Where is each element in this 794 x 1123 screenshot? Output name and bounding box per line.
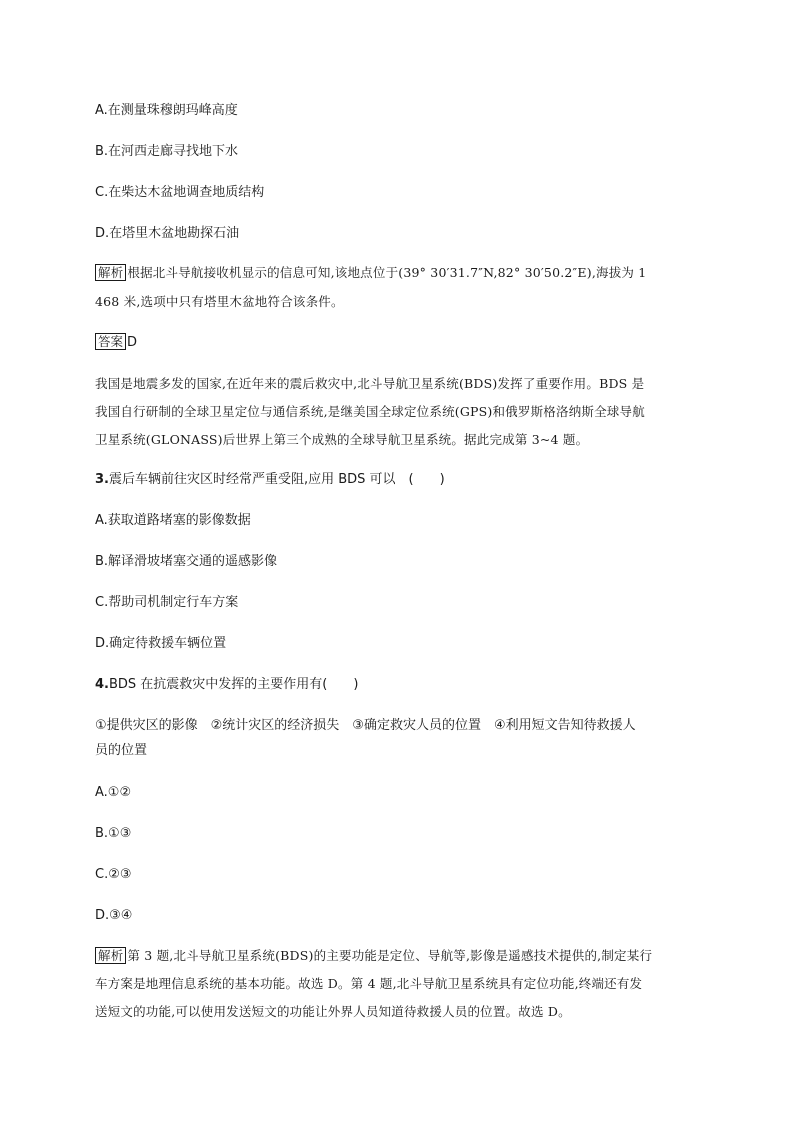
option-a: A.在测量珠穆朗玛峰高度: [95, 103, 238, 118]
answer-tag: 答案: [95, 333, 126, 350]
q3-option-a: A.获取道路堵塞的影像数据: [95, 513, 251, 528]
analysis-2-cont-1: 车方案是地理信息系统的基本功能。故选 D。第 4 题,北斗导航卫星系统具有定位功能,终端还有发: [95, 976, 643, 991]
option-c: C.在柴达木盆地调查地质结构: [95, 185, 265, 200]
question-3: [95, 472, 445, 488]
question-stem: BDS 在抗震救灾中发挥的主要作用有( ): [108, 677, 359, 692]
q4-option-d: D.③④: [95, 908, 133, 923]
q3-option-d: D.确定待救援车辆位置: [95, 636, 227, 651]
question-number: 3.: [95, 472, 109, 487]
analysis-tag: 解析: [95, 264, 126, 281]
analysis-text-line: 根据北斗导航接收机显示的信息可知,该地点位于(39° 30′31.7″N,82° 30′50.2″E),海拔为 1: [127, 265, 647, 280]
analysis-2-cont-2: 送短文的功能,可以使用发送短文的功能让外界人员知道待救援人员的位置。故选 D。: [95, 1004, 571, 1019]
analysis-text-line: 第 3 题,北斗导航卫星系统(BDS)的主要功能是定位、导航等,影像是遥感技术提供的,制定某行: [127, 948, 653, 963]
q3-option-b: B.解译滑坡堵塞交通的遥感影像: [95, 554, 278, 569]
analysis-1-cont: 468 米,选项中只有塔里木盆地符合该条件。: [95, 294, 344, 309]
analysis-1: [95, 265, 646, 281]
analysis-2: [95, 948, 652, 964]
answer-1: [95, 334, 137, 351]
q4-option-b: B.①③: [95, 826, 132, 841]
q4-option-a: A.①②: [95, 785, 132, 800]
answer-value: D: [127, 335, 138, 350]
q4-option-c: C.②③: [95, 867, 132, 882]
analysis-tag: 解析: [95, 947, 126, 964]
option-b: B.在河西走廊寻找地下水: [95, 144, 239, 159]
q4-items-line-1: ①提供灾区的影像 ②统计灾区的经济损失 ③确定救灾人员的位置 ④利用短文告知待救援人: [95, 718, 636, 733]
q3-option-c: C.帮助司机制定行车方案: [95, 595, 239, 610]
question-number: 4.: [95, 677, 109, 692]
question-4: [95, 677, 358, 693]
q4-items-line-2: 员的位置: [95, 743, 148, 758]
option-d: D.在塔里木盆地勘探石油: [95, 226, 240, 241]
intro-line-1: 我国是地震多发的国家,在近年来的震后救灾中,北斗导航卫星系统(BDS)发挥了重要作用。BDS 是: [95, 376, 645, 391]
intro-line-3: 卫星系统(GLONASS)后世界上第三个成熟的全球导航卫星系统。据此完成第 3~4 题。: [95, 432, 589, 447]
intro-line-2: 我国自行研制的全球卫星定位与通信系统,是继美国全球定位系统(GPS)和俄罗斯格洛纳斯全球导航: [95, 404, 645, 419]
question-stem: 震后车辆前往灾区时经常严重受阻,应用 BDS 可以 ( ): [108, 472, 445, 487]
